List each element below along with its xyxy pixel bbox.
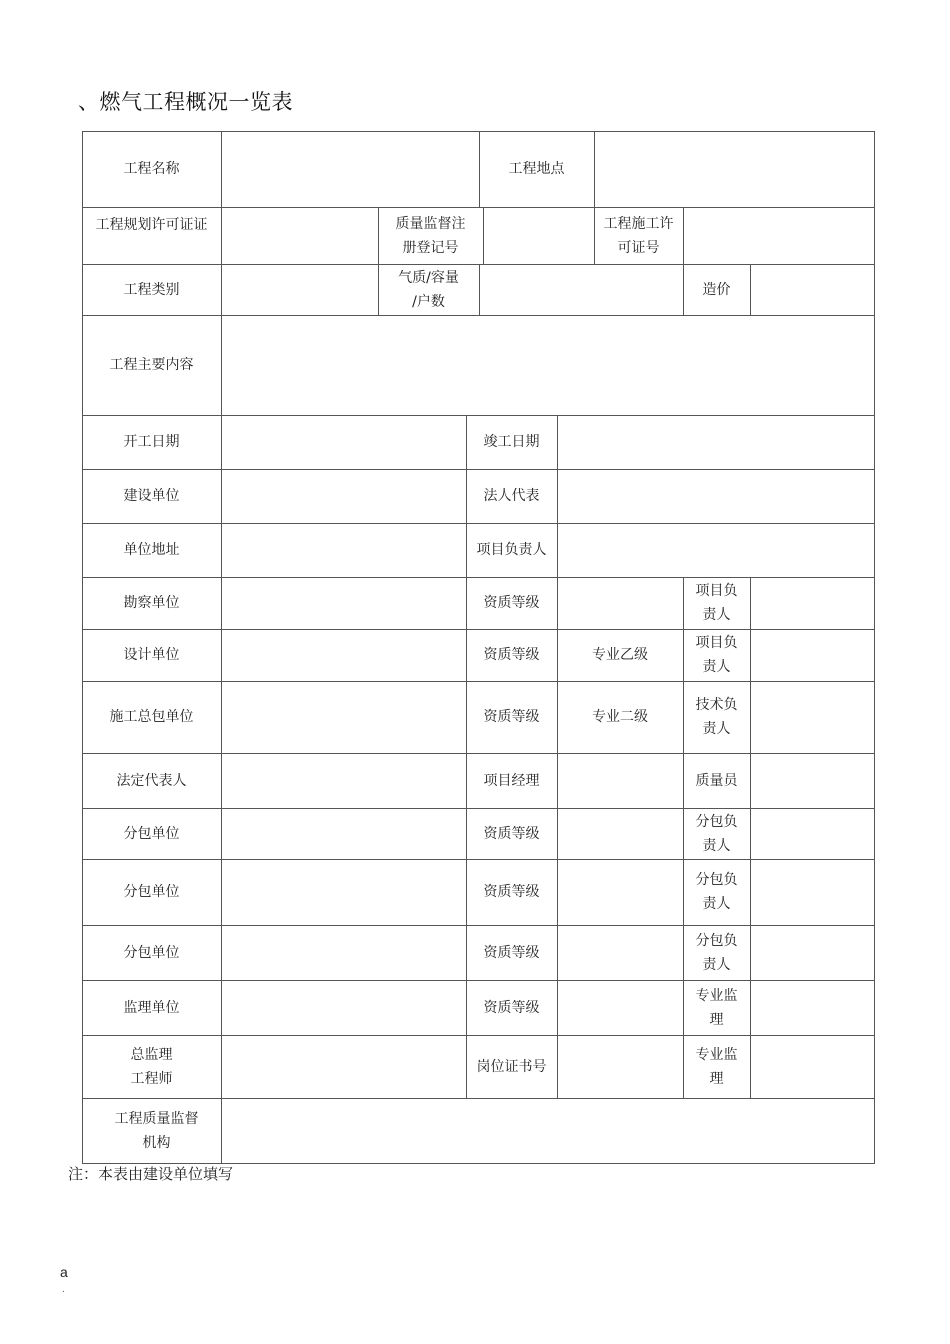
field-construction-permit[interactable] xyxy=(683,207,874,264)
label-supervision-grade: 资质等级 xyxy=(483,999,540,1016)
field-design-lead[interactable] xyxy=(750,629,874,681)
label-gas-quality: 气质/容量 /户数 xyxy=(398,269,459,310)
cell-divider xyxy=(750,1035,751,1099)
cell-divider xyxy=(683,980,684,1036)
cell-divider xyxy=(557,577,558,630)
label-design-grade: 资质等级 xyxy=(483,647,540,663)
field-sub-grade-3[interactable] xyxy=(557,925,683,980)
cell-divider xyxy=(82,415,83,470)
cell-divider xyxy=(683,629,684,682)
cell-divider xyxy=(874,925,875,981)
footer-dot: . xyxy=(62,1284,65,1295)
cell-divider xyxy=(874,207,875,265)
field-quality-registration[interactable] xyxy=(483,207,594,264)
label-planning-permit: 工程规划许可证证 xyxy=(95,217,208,233)
label-sub-lead-2: 分包负 责人 xyxy=(695,872,738,912)
cell-divider xyxy=(750,980,751,1036)
field-main-content[interactable] xyxy=(221,315,874,415)
cell-divider xyxy=(82,925,83,981)
field-sub-lead-3[interactable] xyxy=(750,925,874,980)
cell-divider xyxy=(683,753,684,809)
cell-divider xyxy=(683,859,684,926)
cell-divider xyxy=(874,681,875,754)
label-sub-grade-2: 资质等级 xyxy=(483,884,540,900)
cell-divider xyxy=(874,469,875,524)
cell-divider xyxy=(874,808,875,860)
label-construction-unit: 建设单位 xyxy=(123,488,180,504)
cell-divider xyxy=(557,925,558,981)
label-survey-unit: 勘察单位 xyxy=(123,595,180,611)
cell-divider xyxy=(82,523,83,578)
cell-divider xyxy=(82,315,83,416)
label-general-contractor: 施工总包单位 xyxy=(109,709,194,725)
cell-divider xyxy=(378,207,379,265)
cell-divider xyxy=(466,859,467,926)
cell-divider xyxy=(874,315,875,416)
cell-divider xyxy=(221,629,222,682)
cell-divider xyxy=(683,925,684,981)
field-project-lead[interactable] xyxy=(557,523,874,577)
label-start-date: 开工日期 xyxy=(123,434,180,450)
cell-divider xyxy=(466,469,467,524)
cell-divider xyxy=(82,859,83,926)
cell-divider xyxy=(594,207,595,265)
cell-divider xyxy=(874,980,875,1036)
cell-divider xyxy=(594,131,595,208)
cell-divider xyxy=(874,1035,875,1099)
cell-divider xyxy=(479,131,480,208)
field-project-type[interactable] xyxy=(221,264,378,315)
cell-divider xyxy=(750,681,751,754)
label-project-lead: 项目负责人 xyxy=(476,542,547,558)
cell-divider xyxy=(466,415,467,470)
field-chief-supervisor[interactable] xyxy=(221,1035,466,1098)
cell-divider xyxy=(378,264,379,316)
label-legal-rep: 法人代表 xyxy=(483,488,540,504)
cell-divider xyxy=(221,264,222,316)
label-design-unit: 设计单位 xyxy=(123,647,180,663)
field-survey-unit[interactable] xyxy=(221,577,466,629)
cell-divider xyxy=(221,681,222,754)
form-note: 注：本表由建设单位填写 xyxy=(68,1165,234,1183)
cell-divider xyxy=(683,808,684,860)
cell-divider xyxy=(466,753,467,809)
label-sub-grade-3: 资质等级 xyxy=(483,944,540,961)
cell-divider xyxy=(874,753,875,809)
label-project-type: 工程类别 xyxy=(123,281,180,298)
field-specialty-supervisor-2[interactable] xyxy=(750,1035,874,1098)
cell-divider xyxy=(750,925,751,981)
label-design-lead: 项目负 责人 xyxy=(695,635,738,675)
label-sub-grade-1: 资质等级 xyxy=(483,825,540,842)
label-cost: 造价 xyxy=(702,281,731,298)
label-construction-permit: 工程施工许 可证号 xyxy=(603,215,674,256)
cell-divider xyxy=(874,577,875,630)
label-legal-representative: 法定代表人 xyxy=(116,772,187,789)
label-supervision-unit: 监理单位 xyxy=(123,999,180,1016)
field-sub-lead-1[interactable] xyxy=(750,808,874,859)
cell-divider xyxy=(82,1098,83,1164)
label-project-manager: 项目经理 xyxy=(483,772,540,789)
field-supervision-grade[interactable] xyxy=(557,980,683,1035)
field-subcontractor-2[interactable] xyxy=(221,859,466,925)
label-chief-supervisor: 总监理 工程师 xyxy=(130,1046,173,1087)
cell-divider xyxy=(221,469,222,524)
field-planning-permit[interactable] xyxy=(221,207,378,264)
cell-divider xyxy=(557,523,558,578)
cell-divider xyxy=(483,207,484,265)
cell-divider xyxy=(466,629,467,682)
cell-divider xyxy=(82,980,83,1036)
cell-divider xyxy=(82,131,83,208)
cell-divider xyxy=(221,315,222,416)
cell-divider xyxy=(557,1035,558,1099)
cell-divider xyxy=(221,808,222,860)
cell-divider xyxy=(683,577,684,630)
cell-divider xyxy=(466,577,467,630)
cell-divider xyxy=(557,859,558,926)
label-project-location: 工程地点 xyxy=(508,161,565,177)
cell-divider xyxy=(82,629,83,682)
label-specialty-supervisor-2: 专业监 理 xyxy=(695,1046,738,1087)
label-quality-agency: 工程质量监督 机构 xyxy=(114,1110,199,1151)
cell-divider xyxy=(750,753,751,809)
field-completion-date[interactable] xyxy=(557,415,874,469)
field-general-contractor[interactable] xyxy=(221,681,466,753)
page-title: 、燃气工程概况一览表 xyxy=(78,90,293,114)
field-cost[interactable] xyxy=(750,264,874,315)
field-design-unit[interactable] xyxy=(221,629,466,681)
footer-mark: a xyxy=(60,1264,68,1280)
field-sub-grade-2[interactable] xyxy=(557,859,683,925)
cell-divider xyxy=(557,808,558,860)
field-gas-quality[interactable] xyxy=(479,264,683,315)
field-legal-rep[interactable] xyxy=(557,469,874,523)
label-tech-lead: 技术负 责人 xyxy=(695,697,738,737)
cell-divider xyxy=(466,523,467,578)
cell-divider xyxy=(221,753,222,809)
field-quality-officer[interactable] xyxy=(750,753,874,808)
cell-divider xyxy=(750,859,751,926)
cell-divider xyxy=(874,131,875,208)
cell-divider xyxy=(221,859,222,926)
cell-divider xyxy=(874,523,875,578)
cell-divider xyxy=(221,925,222,981)
label-cert-no: 岗位证书号 xyxy=(476,1058,547,1075)
field-subcontractor-1[interactable] xyxy=(221,808,466,859)
cell-divider xyxy=(683,681,684,754)
field-project-name[interactable] xyxy=(221,131,479,207)
cell-divider xyxy=(221,1035,222,1099)
value-contractor-grade: 专业二级 xyxy=(592,709,648,725)
cell-divider xyxy=(82,808,83,860)
cell-divider xyxy=(466,1035,467,1099)
cell-divider xyxy=(82,753,83,809)
cell-divider xyxy=(557,469,558,524)
label-quality-officer: 质量员 xyxy=(695,772,738,789)
cell-divider xyxy=(82,207,83,265)
cell-divider xyxy=(750,629,751,682)
field-subcontractor-3[interactable] xyxy=(221,925,466,980)
cell-divider xyxy=(557,629,558,682)
cell-divider xyxy=(874,1098,875,1164)
label-quality-registration: 质量监督注 册登记号 xyxy=(395,215,466,256)
field-legal-representative[interactable] xyxy=(221,753,466,808)
cell-divider xyxy=(221,980,222,1036)
cell-divider xyxy=(82,681,83,754)
field-survey-grade[interactable] xyxy=(557,577,683,629)
label-survey-lead: 项目负 责人 xyxy=(695,583,738,623)
field-specialty-supervisor-1[interactable] xyxy=(750,980,874,1035)
cell-divider xyxy=(466,980,467,1036)
cell-divider xyxy=(557,753,558,809)
cell-divider xyxy=(479,264,480,316)
cell-divider xyxy=(221,1098,222,1164)
field-unit-address[interactable] xyxy=(221,523,466,577)
cell-divider xyxy=(874,264,875,316)
field-quality-agency[interactable] xyxy=(221,1098,874,1163)
cell-divider xyxy=(557,415,558,470)
value-design-grade: 专业乙级 xyxy=(592,647,648,663)
cell-divider xyxy=(82,1035,83,1099)
label-sub-lead-3: 分包负 责人 xyxy=(695,932,738,973)
field-construction-unit[interactable] xyxy=(221,469,466,523)
cell-divider xyxy=(466,681,467,754)
cell-divider xyxy=(683,1035,684,1099)
cell-divider xyxy=(221,131,222,208)
cell-divider xyxy=(82,469,83,524)
cell-divider xyxy=(750,808,751,860)
cell-divider xyxy=(221,577,222,630)
label-contractor-grade: 资质等级 xyxy=(483,709,540,725)
label-specialty-supervisor-1: 专业监 理 xyxy=(695,987,738,1028)
field-tech-lead[interactable] xyxy=(750,681,874,753)
cell-divider xyxy=(221,415,222,470)
field-project-manager[interactable] xyxy=(557,753,683,808)
cell-divider xyxy=(874,859,875,926)
label-subcontractor-1: 分包单位 xyxy=(123,825,180,842)
label-survey-grade: 资质等级 xyxy=(483,595,540,611)
cell-divider xyxy=(466,808,467,860)
field-sub-lead-2[interactable] xyxy=(750,859,874,925)
cell-divider xyxy=(557,681,558,754)
field-project-location[interactable] xyxy=(594,131,874,207)
field-supervision-unit[interactable] xyxy=(221,980,466,1035)
label-subcontractor-2: 分包单位 xyxy=(123,884,180,900)
cell-divider xyxy=(683,207,684,265)
cell-divider xyxy=(221,207,222,265)
field-start-date[interactable] xyxy=(221,415,466,469)
label-sub-lead-1: 分包负 责人 xyxy=(695,813,738,854)
cell-divider xyxy=(82,577,83,630)
cell-divider xyxy=(82,264,83,316)
label-subcontractor-3: 分包单位 xyxy=(123,944,180,961)
cell-divider xyxy=(466,925,467,981)
cell-divider xyxy=(874,415,875,470)
label-project-name: 工程名称 xyxy=(123,161,180,177)
label-unit-address: 单位地址 xyxy=(123,542,180,558)
cell-divider xyxy=(750,577,751,630)
cell-divider xyxy=(221,523,222,578)
label-completion-date: 竣工日期 xyxy=(483,434,540,450)
field-cert-no[interactable] xyxy=(557,1035,683,1098)
cell-divider xyxy=(557,980,558,1036)
cell-divider xyxy=(874,629,875,682)
field-sub-grade-1[interactable] xyxy=(557,808,683,859)
label-main-content: 工程主要内容 xyxy=(109,357,194,373)
field-survey-lead[interactable] xyxy=(750,577,874,629)
cell-divider xyxy=(750,264,751,316)
cell-divider xyxy=(683,264,684,316)
